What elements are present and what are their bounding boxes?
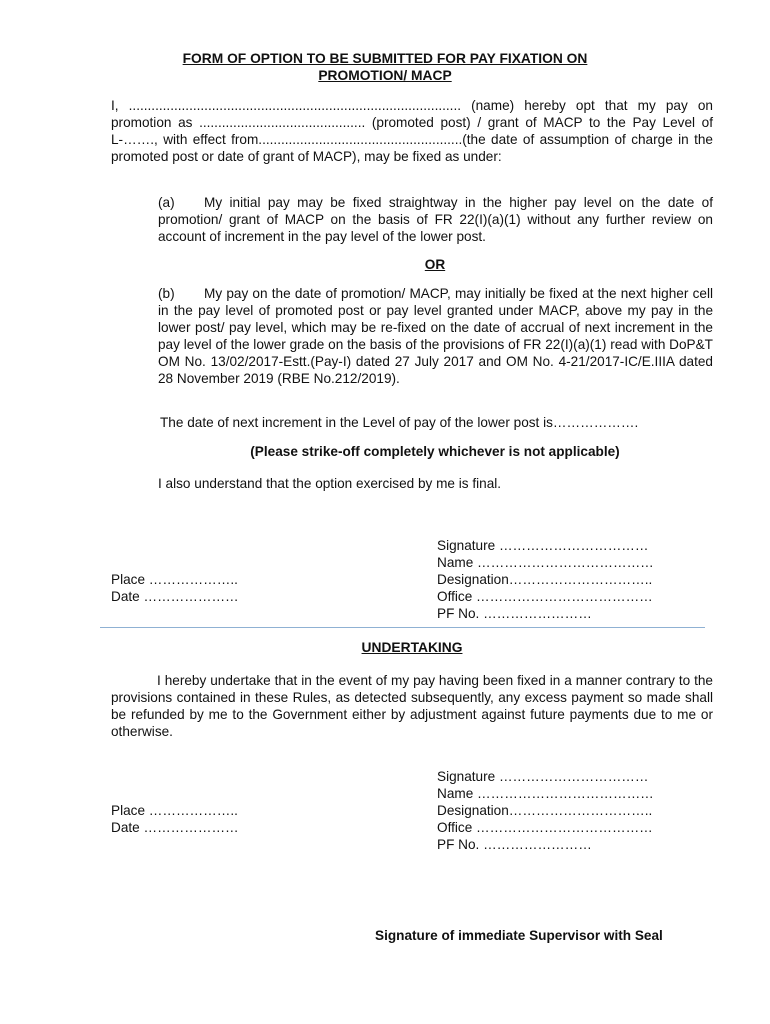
- form-title-line1: FORM OF OPTION TO BE SUBMITTED FOR PAY FIXATION ON: [182, 51, 588, 66]
- option-a-text: My initial pay may be fixed straightway in the higher pay level on the date of promotion/ grant of MACP on the basis of FR 22(I)(a)(1) without any further review on account of increment in the pay level of the lower post.: [158, 195, 713, 244]
- or-label: OR: [424, 257, 446, 272]
- signature-field[interactable]: Signature ……………………………: [437, 538, 649, 553]
- option-a: [158, 194, 713, 245]
- strike-note: (Please strike-off completely whichever is not applicable): [250, 444, 620, 459]
- place-field[interactable]: Place ………………..: [111, 803, 238, 818]
- option-a-label: (a): [158, 195, 175, 210]
- name-field[interactable]: Name …………………………………: [437, 786, 654, 801]
- form-title-line2: PROMOTION/ MACP: [318, 68, 452, 83]
- final-note: I also understand that the option exercised by me is final.: [158, 476, 502, 491]
- next-increment-line: The date of next increment in the Level of pay of the lower post is……………….: [160, 415, 639, 430]
- option-b-text: My pay on the date of promotion/ MACP, may initially be fixed at the next higher cell in the pay level of promoted post or pay level granted under MACP, above my pay in the lower post/ pay level, which may be re-fixed on the date of accrual of next increment in the pay level of the lower grade on the basis of the provisions of FR 22(I)(a)(1) read with DoP&T OM No. 13/02/2017-Estt.(Pay-I) dated 27 July 2017 and OM No. 4-21/2017-IC/E.IIIA dated 28 November 2019 (RBE No.212/2019).: [158, 286, 713, 386]
- intro-paragraph: I, ........................................................................................ (name) hereby opt that my pay on promotion as ............................................ (promoted post) / grant of MACP to the Pay Level of L-……., with effect from......................................................(the date of assumption of charge in the promoted post or date of grant of MACP), may be fixed as under:: [111, 98, 713, 164]
- pf-no-field[interactable]: PF No. ……………………: [437, 837, 592, 852]
- undertaking-body: I hereby undertake that in the event of my pay having been fixed in a manner contrary to the provisions contained in these Rules, as detected subsequently, any excess payment so made shall be refunded by me to the Government either by adjustment against future payments due to me or otherwise.: [111, 673, 713, 739]
- undertaking-heading: UNDERTAKING: [361, 640, 463, 655]
- section-divider: [100, 627, 705, 628]
- designation-field[interactable]: Designation…………………………..: [437, 803, 653, 818]
- supervisor-signature-label: Signature of immediate Supervisor with Seal: [375, 928, 663, 943]
- name-field[interactable]: Name …………………………………: [437, 555, 654, 570]
- option-b-label: (b): [158, 286, 175, 301]
- place-field[interactable]: Place ………………..: [111, 572, 238, 587]
- signature-field[interactable]: Signature ……………………………: [437, 769, 649, 784]
- pf-no-field[interactable]: PF No. ……………………: [437, 606, 592, 621]
- undertaking-text: [111, 672, 713, 740]
- designation-field[interactable]: Designation…………………………..: [437, 572, 653, 587]
- date-field[interactable]: Date …………………: [111, 589, 239, 604]
- office-field[interactable]: Office …………………………………: [437, 589, 653, 604]
- form-title: [0, 50, 770, 84]
- office-field[interactable]: Office …………………………………: [437, 820, 653, 835]
- option-b: [158, 285, 713, 387]
- date-field[interactable]: Date …………………: [111, 820, 239, 835]
